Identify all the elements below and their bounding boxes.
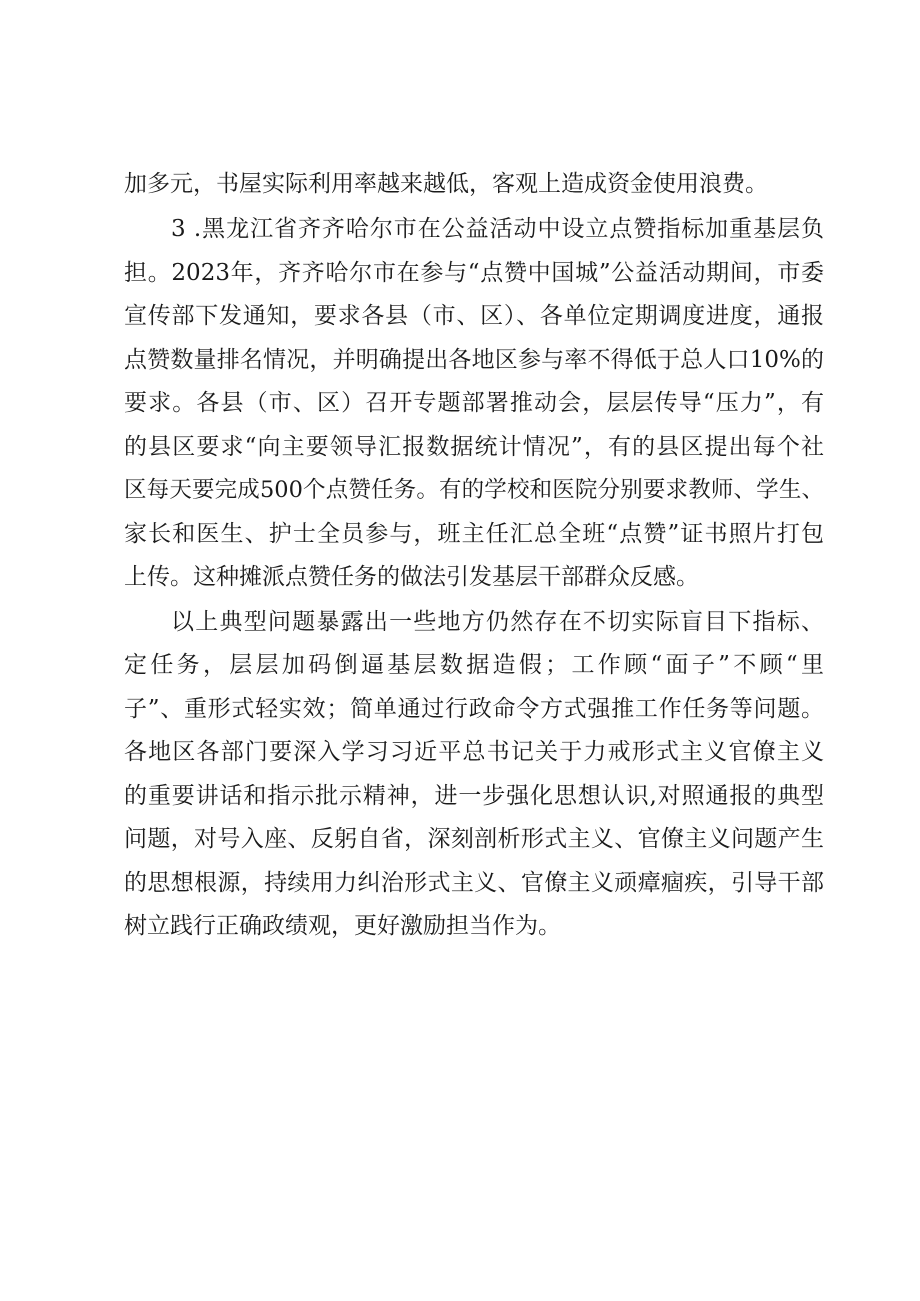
- text-line: 加多元，书屋实际利用率越来越低，客观上造成资金使用浪费。: [124, 171, 768, 197]
- text-line: 担。2023年，齐齐哈尔市在参与“点赞中国城”公益活动期间，市委: [124, 260, 824, 286]
- text-line: 树立践行正确政绩观，更好激励担当作为。: [124, 913, 561, 939]
- text-line: 的重要讲话和指示批示精神，进一步强化思想认识,对照通报的典型: [124, 783, 824, 809]
- text-line: 要求。各县（市、区）召开专题部署推动会，层层传导“压力”，有: [124, 390, 824, 416]
- text-line: 以上典型问题暴露出一些地方仍然存在不切实际盲目下指标、: [171, 609, 824, 635]
- text-line: 点赞数量排名情况，并明确提出各地区参与率不得低于总人口10%的: [124, 347, 824, 373]
- text-line: 各地区各部门要深入学习习近平总书记关于力戒形式主义官僚主义: [124, 739, 824, 765]
- text-line: 定任务，层层加码倒逼基层数据造假；工作顾“面子”不顾“里: [124, 652, 824, 678]
- text-line: 的思想根源，持续用力纠治形式主义、官僚主义顽瘴痼疾，引导干部: [124, 870, 824, 896]
- text-line: 区每天要完成500个点赞任务。有的学校和医院分别要求教师、学生、: [124, 477, 824, 503]
- text-line: 宣传部下发通知，要求各县（市、区）、各单位定期调度进度，通报: [124, 303, 824, 329]
- text-line: 上传。这种摊派点赞任务的做法引发基层干部群众反感。: [124, 564, 699, 590]
- text-line: 问题，对号入座、反躬自省，深刻剖析形式主义、官僚主义问题产生: [124, 826, 824, 852]
- text-line: 的县区要求“向主要领导汇报数据统计情况”，有的县区提出每个社: [124, 434, 824, 460]
- text-line: 子”、重形式轻实效；简单通过行政命令方式强推工作任务等问题。: [124, 696, 824, 722]
- text-line: 家长和医生、护士全员参与，班主任汇总全班“点赞”证书照片打包: [124, 521, 824, 547]
- text-line: 3 .黑龙江省齐齐哈尔市在公益活动中设立点赞指标加重基层负: [171, 216, 824, 242]
